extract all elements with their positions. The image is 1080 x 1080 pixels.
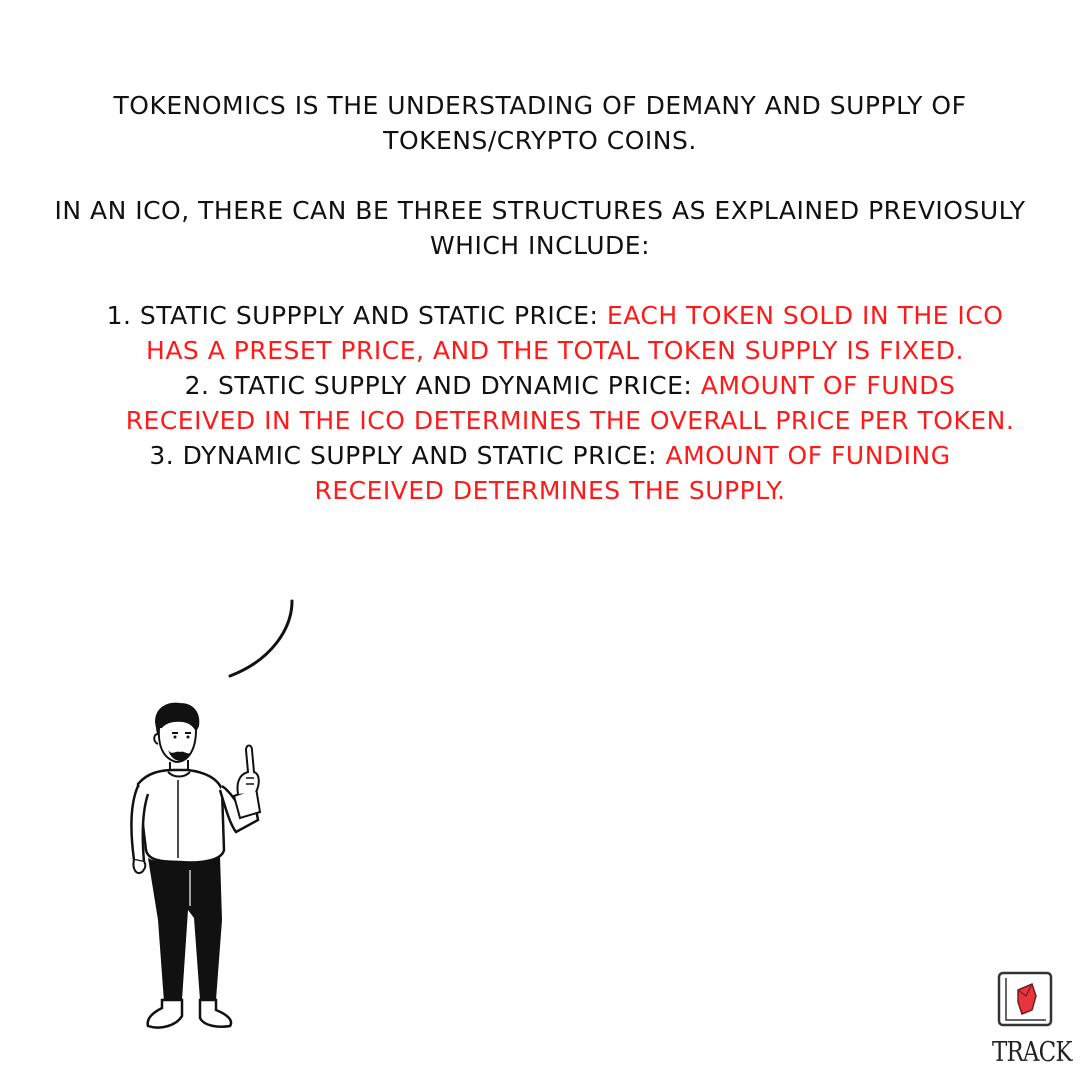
structure-title: 1. STATIC SUPPPLY AND STATIC PRICE: — [106, 301, 599, 330]
structure-item — [40, 438, 1040, 508]
person-illustration — [118, 700, 278, 1035]
structure-description: EACH TOKEN SOLD IN THE ICO HAS A PRESET PRICE, AND THE TOTAL TOKEN SUPPLY IS FIXED. — [146, 301, 1004, 365]
track-logo-icon — [996, 970, 1054, 1028]
structures-list — [40, 298, 1040, 508]
ico-paragraph — [40, 193, 1040, 263]
track-logo — [986, 965, 1072, 1075]
speech-tail-line — [220, 598, 310, 683]
structure-description: AMOUNT OF FUNDS RECEIVED IN THE ICO DETERMINES THE OVERALL PRICE PER TOKEN. — [125, 371, 1015, 435]
intro-text: TOKENOMICS IS THE UNDERSTADING OF DEMANY AND SUPPLY OF TOKENS/CRYPTO COINS. — [113, 91, 967, 155]
structure-title: 3. DYNAMIC SUPPLY AND STATIC PRICE: — [149, 441, 658, 470]
structure-title: 2. STATIC SUPPLY AND DYNAMIC PRICE: — [184, 371, 693, 400]
structure-description: AMOUNT OF FUNDING RECEIVED DETERMINES THE SUPPLY. — [314, 441, 951, 505]
intro-paragraph — [40, 88, 1040, 158]
structure-item — [40, 298, 1040, 368]
track-logo-text: TRACK — [992, 1037, 1072, 1068]
structure-item — [40, 368, 1040, 438]
ico-intro-text: IN AN ICO, THERE CAN BE THREE STRUCTURES AS EXPLAINED PREVIOSULY WHICH INCLUDE: — [54, 196, 1026, 260]
